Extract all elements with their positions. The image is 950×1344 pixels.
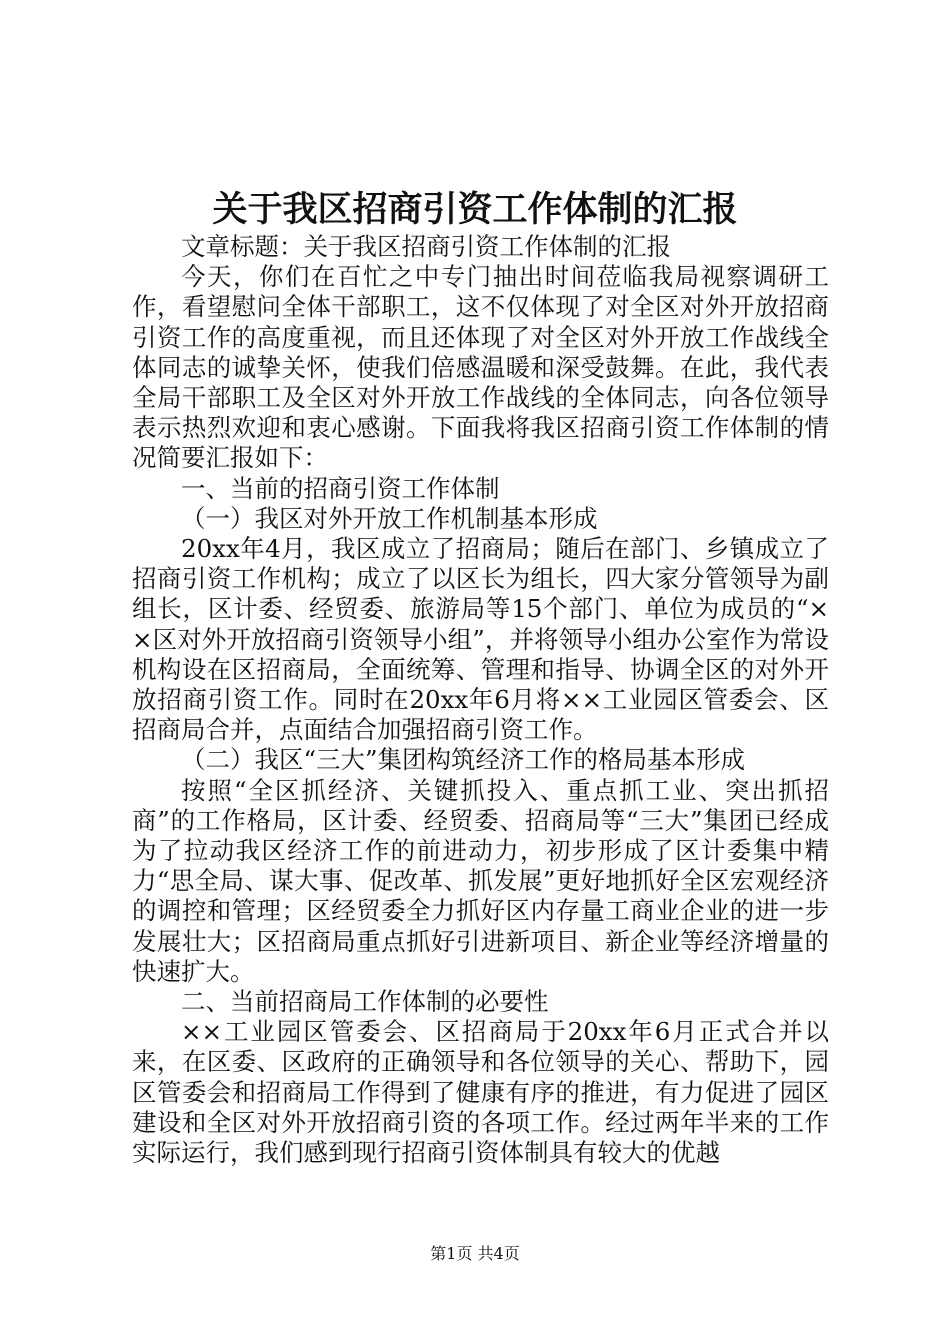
paragraph-pattern: 按照“全区抓经济、关键抓投入、重点抓工业、突出抓招商”的工作格局，区计委、经贸委、招商局等“三大”集团已经成为了拉动我区经济工作的前进动力，初步形成了区计委集中精力“思全局、谋大事、促改革、抓发展”更好地抓好全区宏观经济的调控和管理；区经贸委全力抓好区内存量工商业企业的进一步发展壮大；区招商局重点抓好引进新项目、新企业等经济增量的快速扩大。 <box>132 775 829 986</box>
section-heading-2: 二、当前招商局工作体制的必要性 <box>181 987 549 1017</box>
paragraph-necessity: ××工业园区管委会、区招商局于20xx年6月正式合并以来，在区委、区政府的正确领导和各位领导的关心、帮助下，园区管委会和招商局工作得到了健康有序的推进，有力促进了园区建设和全区对外开放招商引资的各项工作。经过两年半来的工作实际运行，我们感到现行招商引资体制具有较大的优越 <box>132 1017 829 1168</box>
document-body <box>132 232 829 1168</box>
page-number-footer: 第1页 共4页 <box>430 1244 520 1263</box>
paragraph-introduction: 今天，你们在百忙之中专门抽出时间莅临我局视察调研工作，看望慰问全体干部职工，这不仅体现了对全区对外开放招商引资工作的高度重视，而且还体现了对全区对外开放工作战线全体同志的诚挚关怀，使我们倍感温暖和深受鼓舞。在此，我代表全局干部职工及全区对外开放工作战线的全体同志，向各位领导表示热烈欢迎和衷心感谢。下面我将我区招商引资工作体制的情况简要汇报如下： <box>132 262 829 473</box>
subsection-heading-1-1: （一）我区对外开放工作机制基本形成 <box>181 503 598 533</box>
subsection-heading-1-2: （二）我区“三大”集团构筑经济工作的格局基本形成 <box>181 745 746 775</box>
section-heading-1: 一、当前的招商引资工作体制 <box>181 473 500 503</box>
paragraph-article-heading: 文章标题：关于我区招商引资工作体制的汇报 <box>181 232 671 261</box>
document-title: 关于我区招商引资工作体制的汇报 <box>212 189 738 230</box>
paragraph-mechanism: 20xx年4月，我区成立了招商局；随后在部门、乡镇成立了招商引资工作机构；成立了以区长为组长，四大家分管领导为副组长，区计委、经贸委、旅游局等15个部门、单位为成员的“××区对外开放招商引资领导小组”，并将领导小组办公室作为常设机构设在区招商局，全面统筹、管理和指导、协调全区的对外开放招商引资工作。同时在20xx年6月将××工业园区管委会、区招商局合并，点面结合加强招商引资工作。 <box>132 534 829 745</box>
